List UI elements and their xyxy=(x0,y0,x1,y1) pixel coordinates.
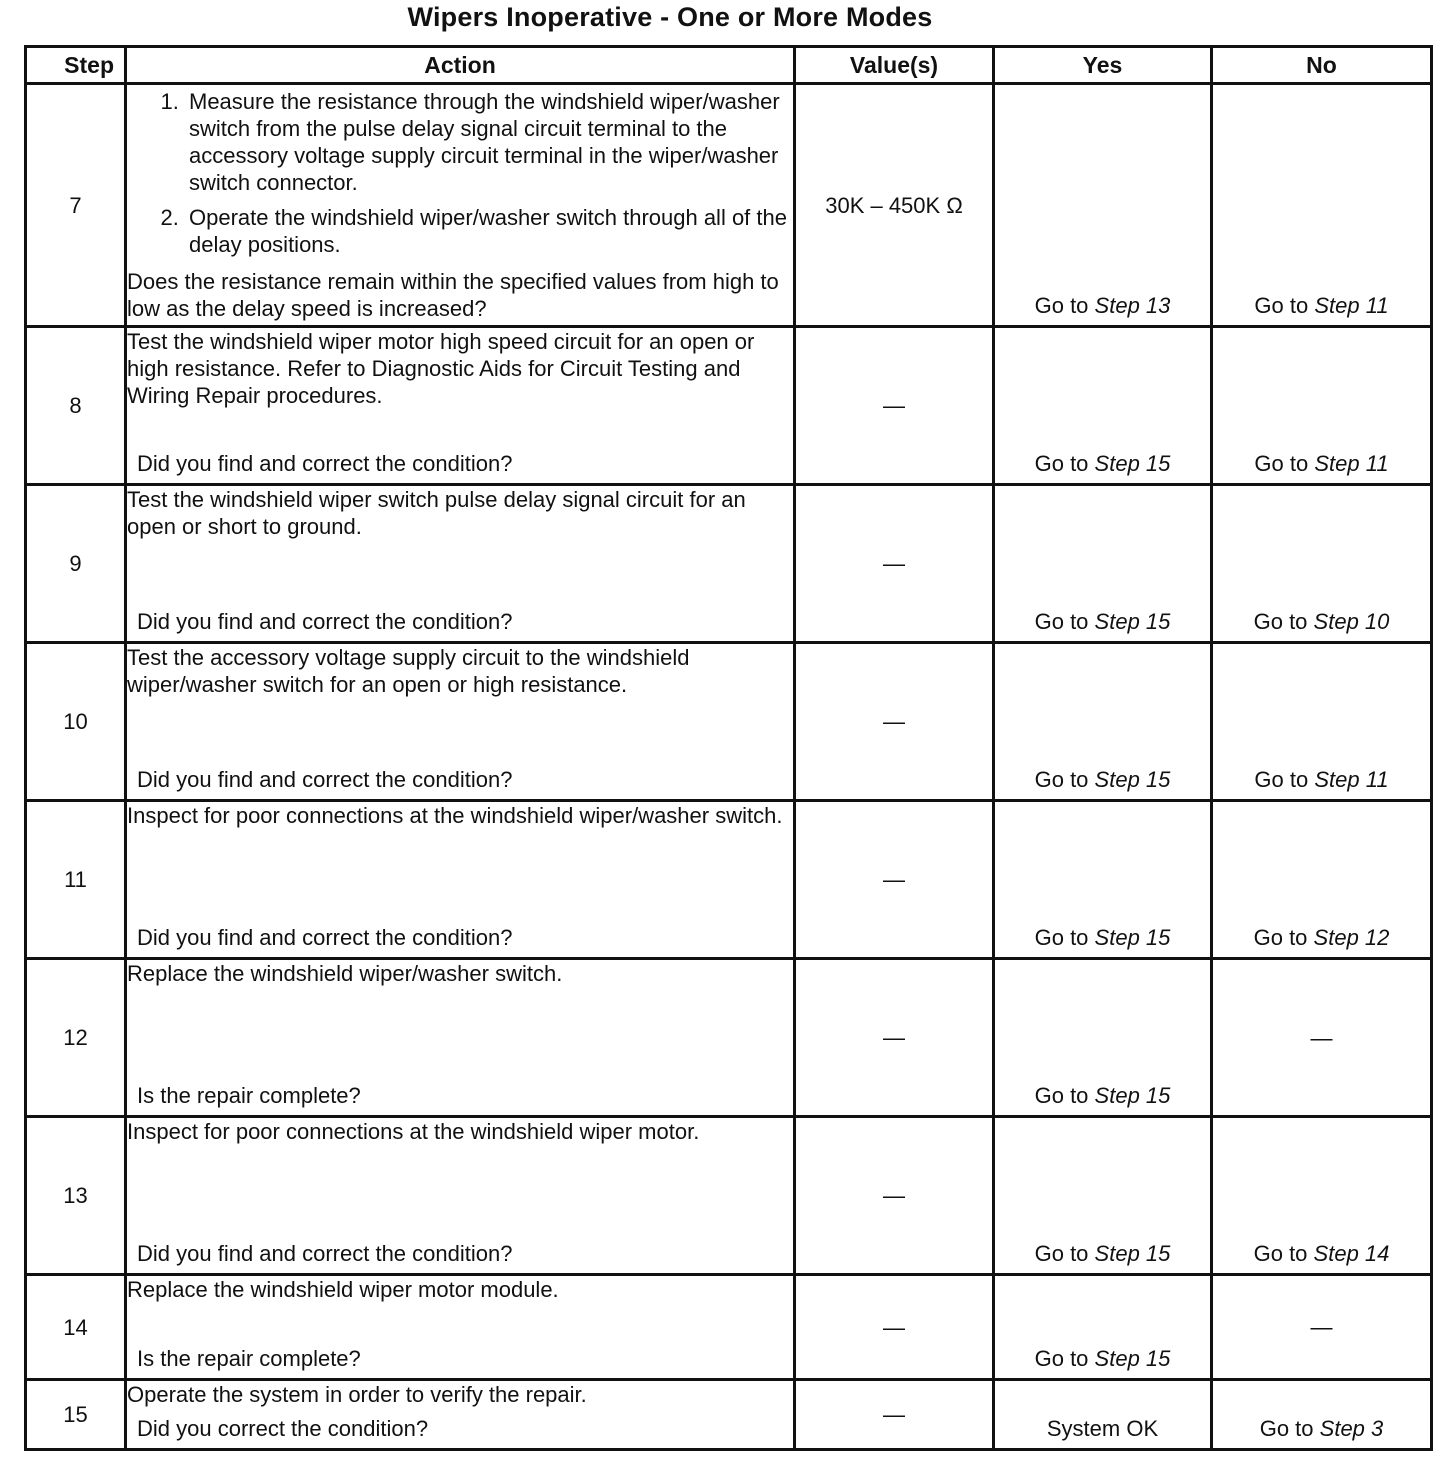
action-question: Did you find and correct the condition? xyxy=(137,1241,513,1266)
header-action: Action xyxy=(126,47,795,84)
step-link[interactable]: Step 15 xyxy=(1094,451,1171,476)
go-to-label: Go to xyxy=(1253,609,1308,634)
yes-cell xyxy=(994,801,1212,959)
table-row xyxy=(26,485,1432,643)
yes-result xyxy=(995,1240,1210,1267)
action-text: Test the accessory voltage supply circuit to the windshield wiper/washer switch for an open or high resistance. xyxy=(127,645,690,697)
no-result xyxy=(1213,924,1430,951)
table-row xyxy=(26,801,1432,959)
go-to-label: Go to xyxy=(1259,1416,1314,1441)
step-link[interactable]: Step 15 xyxy=(1094,1083,1171,1108)
step-link[interactable]: Step 12 xyxy=(1313,925,1390,950)
step-link[interactable]: Step 10 xyxy=(1313,609,1390,634)
yes-cell xyxy=(994,485,1212,643)
yes-cell xyxy=(994,1275,1212,1380)
value-cell: — xyxy=(795,1380,994,1450)
go-to-label: Go to xyxy=(1254,767,1309,792)
table-row xyxy=(26,1380,1432,1450)
step-link[interactable]: Step 15 xyxy=(1094,767,1171,792)
step-number: 10 xyxy=(26,643,126,801)
step-number: 13 xyxy=(26,1117,126,1275)
action-cell xyxy=(126,1275,795,1380)
no-result xyxy=(1213,450,1430,477)
action-cell xyxy=(126,1380,795,1450)
step-link[interactable]: Step 11 xyxy=(1314,293,1389,318)
no-cell xyxy=(1212,1275,1432,1380)
action-question: Is the repair complete? xyxy=(137,1346,361,1371)
yes-result xyxy=(995,924,1210,951)
no-cell xyxy=(1212,1117,1432,1275)
no-cell xyxy=(1212,1380,1432,1450)
value-cell: — xyxy=(795,327,994,485)
no-result xyxy=(1213,608,1430,635)
go-to-label: Go to xyxy=(1253,925,1308,950)
action-question: Did you find and correct the condition? xyxy=(137,451,513,476)
table-row xyxy=(26,643,1432,801)
go-to-label: Go to xyxy=(1254,451,1309,476)
yes-cell xyxy=(994,84,1212,327)
no-result xyxy=(1213,766,1430,793)
action-question: Did you find and correct the condition? xyxy=(137,609,513,634)
action-cell xyxy=(126,327,795,485)
yes-result: System OK xyxy=(1046,1416,1159,1441)
yes-result xyxy=(995,766,1210,793)
go-to-label: Go to xyxy=(1254,293,1309,318)
step-number: 14 xyxy=(26,1275,126,1380)
action-text: Inspect for poor connections at the windshield wiper motor. xyxy=(127,1119,700,1144)
step-link[interactable]: Step 14 xyxy=(1313,1241,1390,1266)
step-link[interactable]: Step 13 xyxy=(1094,293,1171,318)
go-to-label: Go to xyxy=(1034,451,1089,476)
action-question: Did you correct the condition? xyxy=(137,1416,429,1441)
yes-result xyxy=(995,1082,1210,1109)
action-question: Did you find and correct the condition? xyxy=(137,925,513,950)
header-yes: Yes xyxy=(994,47,1212,84)
yes-cell xyxy=(994,1380,1212,1450)
step-link[interactable]: Step 11 xyxy=(1314,767,1389,792)
action-cell xyxy=(126,959,795,1117)
no-cell xyxy=(1212,643,1432,801)
value-cell: 30K – 450K Ω xyxy=(795,84,994,327)
action-cell xyxy=(126,485,795,643)
diagnostic-table xyxy=(24,45,1433,1451)
action-cell xyxy=(126,643,795,801)
table-row xyxy=(26,84,1432,327)
step-number: 11 xyxy=(26,801,126,959)
step-link[interactable]: Step 15 xyxy=(1094,925,1171,950)
action-steps xyxy=(127,88,793,258)
no-result: — xyxy=(1310,1314,1333,1340)
go-to-label: Go to xyxy=(1253,1241,1308,1266)
value-cell: — xyxy=(795,801,994,959)
action-text: Test the windshield wiper switch pulse delay signal circuit for an open or short to ground. xyxy=(127,487,746,539)
action-cell xyxy=(126,801,795,959)
no-cell xyxy=(1212,84,1432,327)
table-row xyxy=(26,1275,1432,1380)
no-result xyxy=(1213,1240,1430,1267)
step-number: 15 xyxy=(26,1380,126,1450)
yes-cell xyxy=(994,959,1212,1117)
action-step: 2. Operate the windshield wiper/washer switch through all of the delay positions. xyxy=(185,204,793,258)
step-link[interactable]: Step 15 xyxy=(1094,609,1171,634)
yes-cell xyxy=(994,1117,1212,1275)
go-to-label: Go to xyxy=(1034,925,1089,950)
table-row xyxy=(26,327,1432,485)
yes-cell xyxy=(994,643,1212,801)
page-title: Wipers Inoperative - One or More Modes xyxy=(407,2,933,32)
value-cell: — xyxy=(795,643,994,801)
step-number: 9 xyxy=(26,485,126,643)
action-step: 1. Measure the resistance through the windshield wiper/washer switch from the pulse delay signal circuit terminal to the accessory voltage supply circuit terminal in the wiper/washer switch connector. xyxy=(185,88,793,196)
no-cell xyxy=(1212,327,1432,485)
header-step: Step xyxy=(26,47,126,84)
no-result xyxy=(1213,292,1430,319)
go-to-label: Go to xyxy=(1034,1241,1089,1266)
no-cell xyxy=(1212,485,1432,643)
yes-result xyxy=(995,292,1210,319)
value-cell: — xyxy=(795,485,994,643)
yes-cell xyxy=(994,327,1212,485)
step-link[interactable]: Step 3 xyxy=(1319,1416,1384,1441)
step-link[interactable]: Step 15 xyxy=(1094,1346,1171,1371)
no-cell xyxy=(1212,959,1432,1117)
action-text: Operate the system in order to verify the repair. xyxy=(127,1382,587,1407)
action-text: Inspect for poor connections at the windshield wiper/washer switch. xyxy=(127,803,783,828)
action-question: Did you find and correct the condition? xyxy=(137,767,513,792)
action-question: Is the repair complete? xyxy=(137,1083,361,1108)
go-to-label: Go to xyxy=(1034,1346,1089,1371)
action-text: Test the windshield wiper motor high speed circuit for an open or high resistance. Refer to Diagnostic Aids for Circuit Testing and Wiring Repair procedures. xyxy=(127,329,755,408)
action-question: Does the resistance remain within the specified values from high to low as the delay speed is increased? xyxy=(127,269,779,321)
header-no: No xyxy=(1212,47,1432,84)
action-text: Replace the windshield wiper motor module. xyxy=(127,1277,559,1302)
step-number: 8 xyxy=(26,327,126,485)
no-result: — xyxy=(1310,1025,1333,1050)
table-header-row xyxy=(26,47,1432,84)
go-to-label: Go to xyxy=(1034,293,1089,318)
value-cell: — xyxy=(795,1117,994,1275)
action-text: Replace the windshield wiper/washer switch. xyxy=(127,961,563,986)
yes-result xyxy=(995,1345,1210,1372)
action-cell xyxy=(126,84,795,327)
go-to-label: Go to xyxy=(1034,767,1089,792)
no-result xyxy=(1213,1415,1430,1442)
action-cell xyxy=(126,1117,795,1275)
no-cell xyxy=(1212,801,1432,959)
yes-result xyxy=(995,608,1210,635)
value-cell: — xyxy=(795,959,994,1117)
table-row xyxy=(26,1117,1432,1275)
table-row xyxy=(26,959,1432,1117)
step-link[interactable]: Step 11 xyxy=(1314,451,1389,476)
go-to-label: Go to xyxy=(1034,1083,1089,1108)
yes-result xyxy=(995,450,1210,477)
step-number: 7 xyxy=(26,84,126,327)
go-to-label: Go to xyxy=(1034,609,1089,634)
step-link[interactable]: Step 15 xyxy=(1094,1241,1171,1266)
step-number: 12 xyxy=(26,959,126,1117)
value-cell: — xyxy=(795,1275,994,1380)
header-values: Value(s) xyxy=(795,47,994,84)
